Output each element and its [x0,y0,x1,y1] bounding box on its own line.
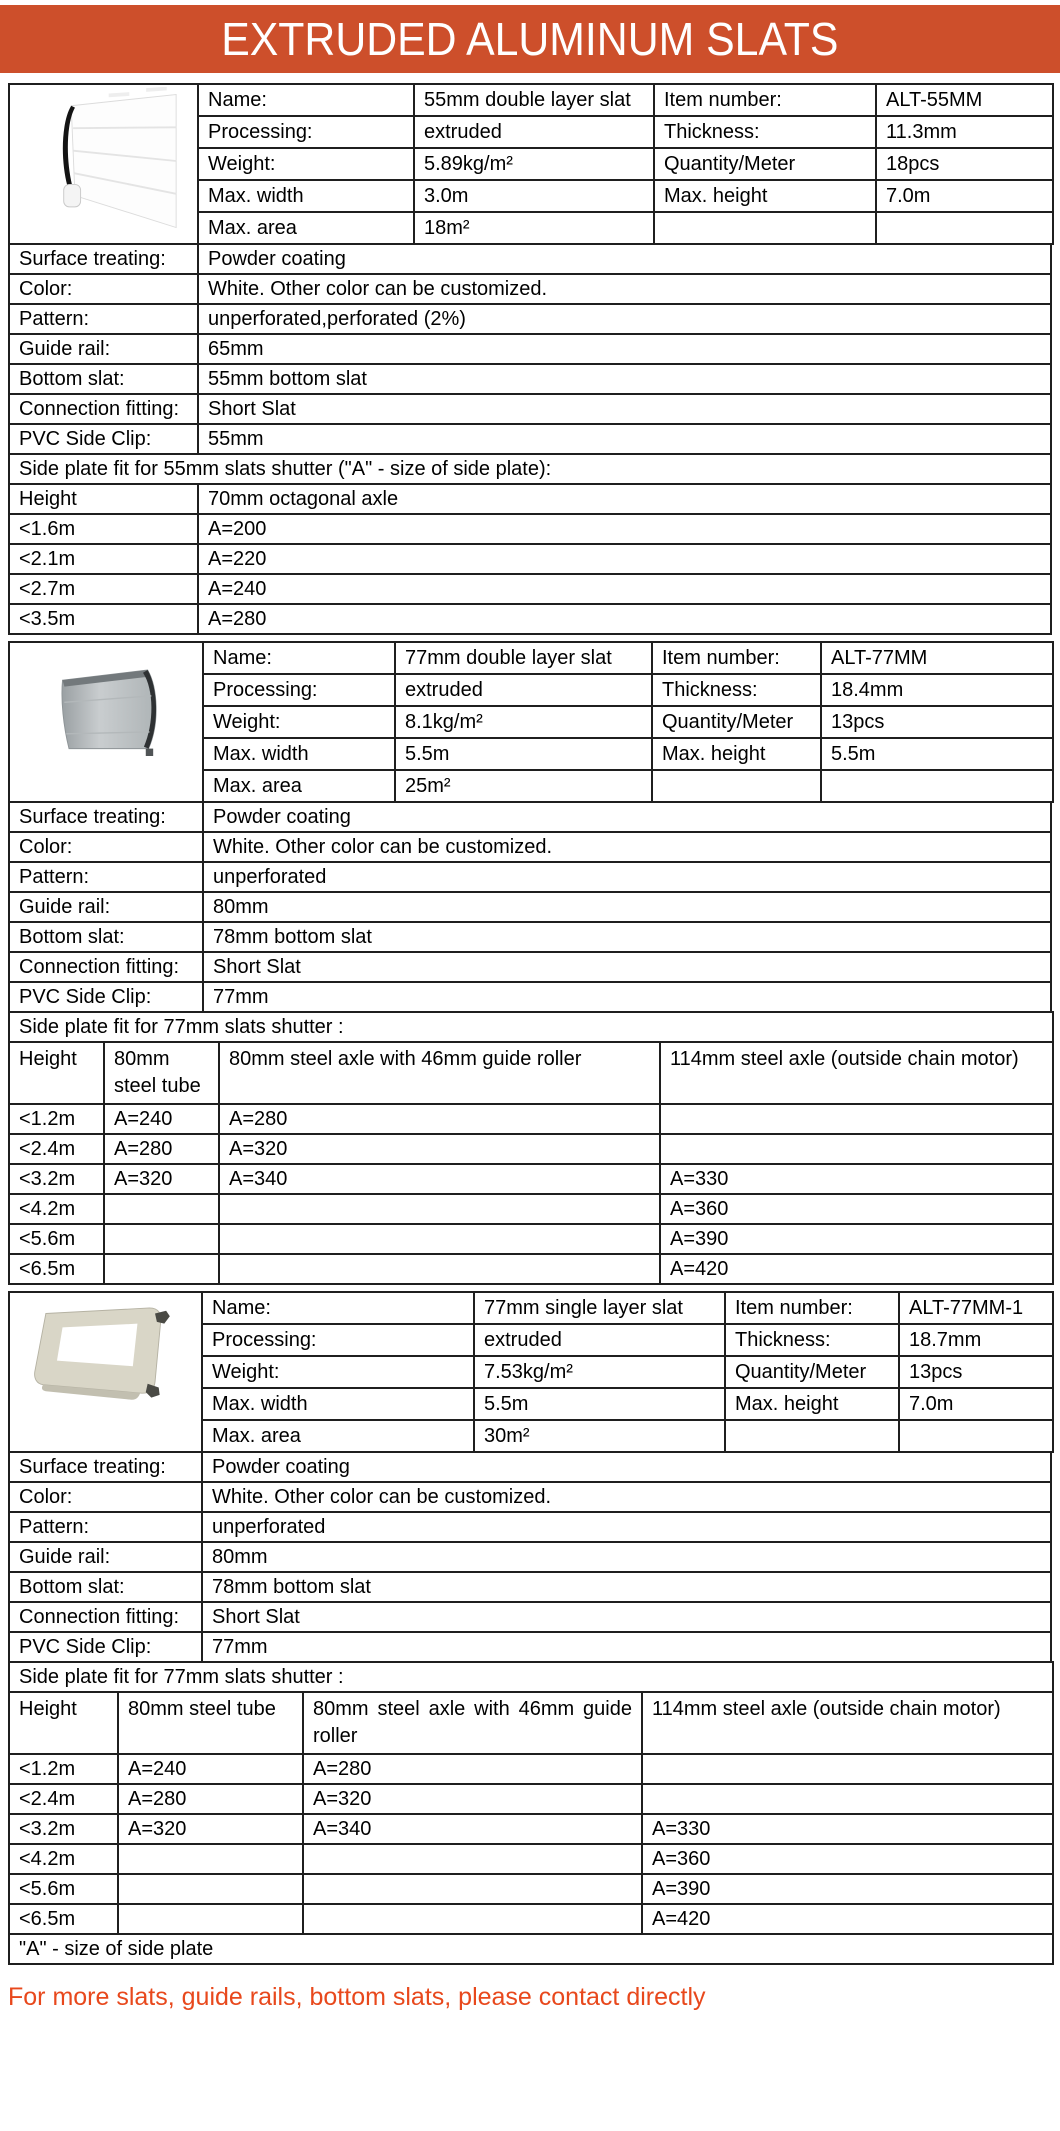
spec-value [899,1420,1053,1452]
spec-value: ALT-77MM [821,642,1053,674]
spec-label: Item number: [725,1292,899,1324]
table-row [9,862,1051,892]
table-row [9,574,1051,604]
detail-label: Surface treating: [9,802,203,832]
detail-value: 55mm [198,424,1051,454]
table-row [9,1512,1051,1542]
table-row [9,364,1051,394]
detail-label: Connection fitting: [9,952,203,982]
height-cell: <6.5m [9,1904,118,1934]
spec-label: Max. height [725,1388,899,1420]
spec-table-alt-77mm-1 [8,1291,1054,1453]
spec-value: ALT-55MM [876,84,1053,116]
spec-label: Max. area [198,212,414,244]
spec-value: 5.5m [395,738,652,770]
column-header: 80mm steel axle with 46mm guide roller [303,1692,642,1754]
detail-value: unperforated [202,1512,1051,1542]
table-row [9,1042,1053,1104]
size-cell: A=280 [104,1134,219,1164]
table-row [9,424,1051,454]
size-cell: A=420 [660,1254,1053,1284]
spec-label: Processing: [202,1324,474,1356]
detail-value: White. Other color can be customized. [202,1482,1051,1512]
table-row [9,922,1051,952]
spec-label: Item number: [654,84,876,116]
spec-table-alt-55mm [8,83,1054,245]
detail-label: Color: [9,1482,202,1512]
detail-value: unperforated [203,862,1051,892]
size-cell: A=340 [219,1164,660,1194]
spec-label: Processing: [198,116,414,148]
height-cell: <1.2m [9,1754,118,1784]
product-photo-cell [9,84,198,244]
spec-value: 77mm double layer slat [395,642,652,674]
detail-label: Surface treating: [9,244,198,274]
table-row [9,84,1053,116]
spec-value: 18.7mm [899,1324,1053,1356]
table-row [9,802,1051,832]
size-cell [118,1874,303,1904]
size-cell: A=320 [303,1784,642,1814]
table-row [9,982,1051,1012]
size-cell [642,1754,1053,1784]
size-cell: A=320 [104,1164,219,1194]
table-row [9,394,1051,424]
size-cell: A=320 [219,1134,660,1164]
spec-value: 30m² [474,1420,725,1452]
detail-value: unperforated,perforated (2%) [198,304,1051,334]
spec-value: 77mm single layer slat [474,1292,725,1324]
spec-label [725,1420,899,1452]
product-photo-cell [9,1292,202,1452]
spec-label [652,770,821,802]
table-row [9,1164,1053,1194]
detail-value: 78mm bottom slat [202,1572,1051,1602]
table-row [9,1292,1053,1324]
side-plate-title: Side plate fit for 55mm slats shutter ("A" - size of side plate): [9,454,1051,484]
detail-label: Pattern: [9,862,203,892]
column-header: Height [9,484,198,514]
height-cell: <5.6m [9,1224,104,1254]
column-header: 70mm octagonal axle [198,484,1051,514]
column-header: Height [9,1692,118,1754]
detail-value: 80mm [202,1542,1051,1572]
details-table-alt-77mm-1 [8,1451,1052,1663]
detail-label: Bottom slat: [9,1572,202,1602]
detail-label: Guide rail: [9,334,198,364]
detail-label: Bottom slat: [9,364,198,394]
spec-value: 7.0m [899,1388,1053,1420]
size-cell: A=240 [104,1104,219,1134]
column-header: 80mm steel tube [118,1692,303,1754]
detail-value: 77mm [202,1632,1051,1662]
table-row [9,514,1051,544]
size-cell [219,1194,660,1224]
table-row [9,1194,1053,1224]
spec-value: 5.5m [474,1388,725,1420]
detail-value: 77mm [203,982,1051,1012]
table-row [9,1934,1053,1964]
table-row [9,1452,1051,1482]
spec-value [821,770,1053,802]
height-cell: <4.2m [9,1844,118,1874]
spec-value: extruded [474,1324,725,1356]
size-cell: A=220 [198,544,1051,574]
detail-value: White. Other color can be customized. [203,832,1051,862]
table-row [9,1904,1053,1934]
height-cell: <3.2m [9,1814,118,1844]
spec-label: Max. height [652,738,821,770]
column-header: 114mm steel axle (outside chain motor) [642,1692,1053,1754]
page-title: EXTRUDED ALUMINUM SLATS [221,13,839,65]
table-row [9,1784,1053,1814]
side-plate-table-alt-55mm [8,453,1052,635]
detail-label: PVC Side Clip: [9,1632,202,1662]
table-row [9,1224,1053,1254]
spec-value: 3.0m [414,180,654,212]
spec-label: Name: [198,84,414,116]
size-cell [118,1904,303,1934]
size-cell: A=280 [219,1104,660,1134]
detail-label: Pattern: [9,304,198,334]
table-row [9,1542,1051,1572]
height-cell: <3.2m [9,1164,104,1194]
contact-note: For more slats, guide rails, bottom slats, please contact directly [8,1983,706,2011]
size-cell [303,1874,642,1904]
size-cell [303,1904,642,1934]
detail-label: Color: [9,274,198,304]
spec-value: extruded [395,674,652,706]
size-cell [104,1254,219,1284]
spec-value: extruded [414,116,654,148]
size-cell [219,1224,660,1254]
spec-label: Max. width [198,180,414,212]
spec-label: Max. height [654,180,876,212]
column-header: 80mm steel axle with 46mm guide roller [219,1042,660,1104]
detail-label: Pattern: [9,1512,202,1542]
spec-value: 5.89kg/m² [414,148,654,180]
spec-value: 55mm double layer slat [414,84,654,116]
table-row [9,1844,1053,1874]
detail-label: Guide rail: [9,892,203,922]
details-table-alt-55mm [8,243,1052,455]
height-cell: <2.4m [9,1134,104,1164]
detail-label: Bottom slat: [9,922,203,952]
spec-label: Name: [203,642,395,674]
detail-value: Short Slat [198,394,1051,424]
spec-label: Name: [202,1292,474,1324]
product-photo-cell [9,642,203,802]
table-row [9,544,1051,574]
table-row [9,1662,1053,1692]
details-table-alt-77mm [8,801,1052,1013]
size-cell [660,1134,1053,1164]
detail-value: Powder coating [202,1452,1051,1482]
spec-label: Thickness: [652,674,821,706]
spec-value: 11.3mm [876,116,1053,148]
size-cell: A=320 [118,1814,303,1844]
height-cell: <1.2m [9,1104,104,1134]
spec-label: Max. width [203,738,395,770]
size-cell: A=240 [198,574,1051,604]
height-cell: <5.6m [9,1874,118,1904]
spec-label: Max. area [203,770,395,802]
size-cell [642,1784,1053,1814]
height-cell: <6.5m [9,1254,104,1284]
detail-label: Guide rail: [9,1542,202,1572]
detail-value: 65mm [198,334,1051,364]
spec-value: 7.53kg/m² [474,1356,725,1388]
side-plate-title: Side plate fit for 77mm slats shutter : [9,1012,1053,1042]
size-cell: A=390 [642,1874,1053,1904]
table-row [9,484,1051,514]
spec-value: 13pcs [821,706,1053,738]
size-cell: A=390 [660,1224,1053,1254]
size-cell: A=330 [642,1814,1053,1844]
side-plate-table-alt-77mm [8,1011,1054,1285]
height-cell: <2.1m [9,544,198,574]
detail-label: Connection fitting: [9,1602,202,1632]
spec-label: Quantity/Meter [725,1356,899,1388]
slat-77mm-double-photo [17,645,195,793]
spec-value: 25m² [395,770,652,802]
size-cell: A=280 [198,604,1051,634]
spec-value: 7.0m [876,180,1053,212]
spec-value [876,212,1053,244]
height-cell: <1.6m [9,514,198,544]
detail-value: Short Slat [203,952,1051,982]
table-row [9,334,1051,364]
table-row [9,1482,1051,1512]
slat-55mm-photo [15,87,193,235]
table-row [9,952,1051,982]
page-header-band [0,5,1060,73]
table-row [9,1874,1053,1904]
spec-value: 18pcs [876,148,1053,180]
size-cell: A=360 [660,1194,1053,1224]
detail-value: Short Slat [202,1602,1051,1632]
size-cell [118,1844,303,1874]
spec-label: Quantity/Meter [654,148,876,180]
spec-value: 13pcs [899,1356,1053,1388]
detail-label: Surface treating: [9,1452,202,1482]
table-row [9,454,1051,484]
detail-value: White. Other color can be customized. [198,274,1051,304]
detail-value: 55mm bottom slat [198,364,1051,394]
spec-label: Processing: [203,674,395,706]
side-plate-footnote: "A" - size of side plate [9,1934,1053,1964]
detail-label: PVC Side Clip: [9,424,198,454]
size-cell [104,1194,219,1224]
table-row [9,1692,1053,1754]
spec-label: Thickness: [654,116,876,148]
spec-label: Thickness: [725,1324,899,1356]
detail-label: Connection fitting: [9,394,198,424]
height-cell: <4.2m [9,1194,104,1224]
size-cell: A=200 [198,514,1051,544]
table-row [9,1134,1053,1164]
size-cell [219,1254,660,1284]
spec-label: Weight: [203,706,395,738]
spec-value: 8.1kg/m² [395,706,652,738]
table-row [9,1814,1053,1844]
height-cell: <2.4m [9,1784,118,1814]
side-plate-table-alt-77mm-1 [8,1661,1054,1965]
spec-value: 18m² [414,212,654,244]
slat-77mm-single-photo [17,1295,195,1443]
size-cell: A=330 [660,1164,1053,1194]
table-row [9,244,1051,274]
detail-value: 78mm bottom slat [203,922,1051,952]
table-row [9,1754,1053,1784]
column-header: Height [9,1042,104,1104]
spec-table-alt-77mm [8,641,1054,803]
size-cell [303,1844,642,1874]
table-row [9,1632,1051,1662]
spec-label: Weight: [202,1356,474,1388]
size-cell: A=240 [118,1754,303,1784]
table-row [9,892,1051,922]
table-row [9,274,1051,304]
detail-value: Powder coating [198,244,1051,274]
spec-label [654,212,876,244]
spec-label: Item number: [652,642,821,674]
table-row [9,1012,1053,1042]
table-row [9,604,1051,634]
spec-value: 5.5m [821,738,1053,770]
height-cell: <2.7m [9,574,198,604]
column-header: 114mm steel axle (outside chain motor) [660,1042,1053,1104]
column-header: 80mm steel tube [104,1042,219,1104]
table-row [9,1572,1051,1602]
detail-value: 80mm [203,892,1051,922]
size-cell [104,1224,219,1254]
datasheet-body [0,73,1060,1965]
table-row [9,1104,1053,1134]
table-row [9,642,1053,674]
table-row [9,304,1051,334]
spec-label: Max. area [202,1420,474,1452]
spec-value: 18.4mm [821,674,1053,706]
size-cell: A=420 [642,1904,1053,1934]
detail-label: PVC Side Clip: [9,982,203,1012]
detail-label: Color: [9,832,203,862]
size-cell: A=360 [642,1844,1053,1874]
spec-label: Max. width [202,1388,474,1420]
size-cell [660,1104,1053,1134]
detail-value: Powder coating [203,802,1051,832]
table-row [9,832,1051,862]
table-row [9,1602,1051,1632]
spec-label: Weight: [198,148,414,180]
size-cell: A=280 [118,1784,303,1814]
spec-value: ALT-77MM-1 [899,1292,1053,1324]
side-plate-title: Side plate fit for 77mm slats shutter : [9,1662,1053,1692]
table-row [9,1254,1053,1284]
size-cell: A=280 [303,1754,642,1784]
spec-label: Quantity/Meter [652,706,821,738]
size-cell: A=340 [303,1814,642,1844]
height-cell: <3.5m [9,604,198,634]
